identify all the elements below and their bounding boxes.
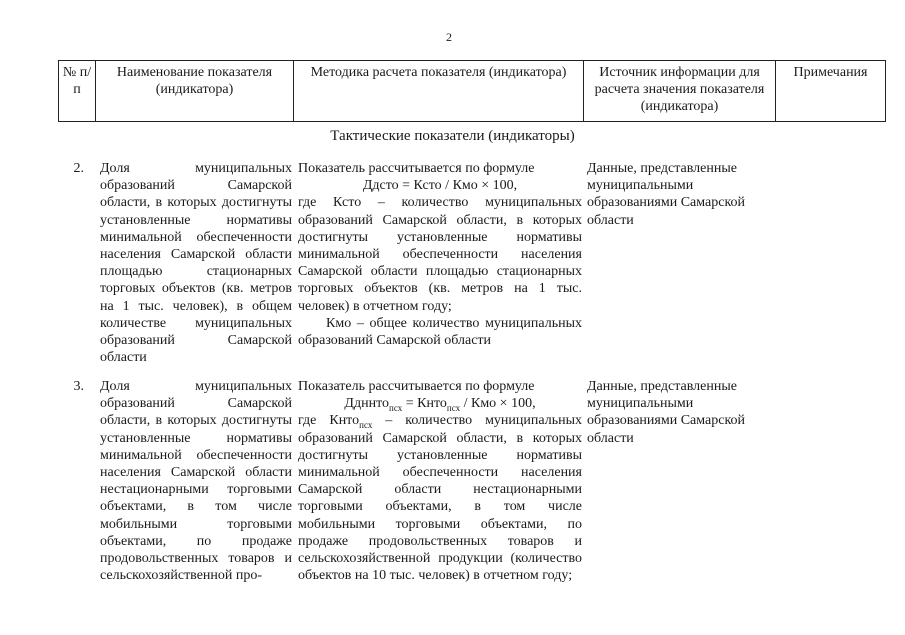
data-source: Данные, представленные муниципальными образованиями Самарской области: [587, 161, 746, 228]
calculation-method: [298, 378, 582, 584]
method-intro: Показатель рассчитывается по формуле: [298, 379, 535, 394]
row-number: 3.: [73, 379, 84, 394]
header-notes: Примечания: [776, 61, 886, 122]
formula-where: где Кнто$_{псх}$ – количество муниципальных образований Самарской области, в которых достигнуты установленные нормативы минимальной обеспеченности населения Самарской области нестационарными торговыми объектами, в том числе мобильными торговыми объектами, по продаже продовольственных товаров и сельскохозяйственной продукции (количество объектов на 10 тыс. человек) в отчетном году;: [298, 413, 582, 584]
header-indicator-name: Наименование показателя (индикатора): [96, 61, 294, 122]
indicator-name: Доля муниципальных образований Самарской области, в которых достигнуты установленные нормативы минимальной обеспеченности населения Самарской области площадью стационарных торговых объектов (кв. метров на 1 тыс. человек), в общем количестве муниципальных образований Самарской области: [100, 161, 292, 366]
indicator-table-header: [58, 60, 886, 122]
section-title: Тактические показатели (индикаторы): [330, 128, 575, 144]
row-number: 2.: [73, 161, 84, 176]
method-intro: Показатель рассчитывается по формуле: [298, 161, 535, 176]
page-number: 2: [446, 30, 452, 44]
header-number: № п/п: [59, 61, 96, 122]
data-source: Данные, представленные муниципальными образованиями Самарской области: [587, 379, 746, 446]
header-method: Методика расчета показателя (индикатора): [294, 61, 584, 122]
header-source: Источник информации для расчета значения показателя (индикатора): [584, 61, 776, 122]
formula-where: где Ксто – количество муниципальных образований Самарской области, в которых достигнуты установленные нормативы минимальной обеспеченности населения Самарской области площадью стационарных торговых объектов (кв. метров на 1 тыс. человек) в отчетном году;: [298, 195, 582, 314]
indicator-name: Доля муниципальных образований Самарской области, в которых достигнуты установленные нормативы минимальной обеспеченности населения Самарской области нестационарными торговыми объектами, в том числе мобильными торговыми объектами, по продаже продовольственных товаров и сельскохозяйственной про-: [100, 379, 292, 584]
calculation-method: [298, 160, 582, 349]
formula: Ддннто$_{псх}$ = Кнто$_{псх}$ / Кмо × 100,: [344, 396, 536, 413]
formula: Ддсто = Ксто / Кмо × 100,: [362, 178, 518, 194]
formula-kmo: Кмо – общее количество муниципальных образований Самарской области: [298, 315, 582, 349]
